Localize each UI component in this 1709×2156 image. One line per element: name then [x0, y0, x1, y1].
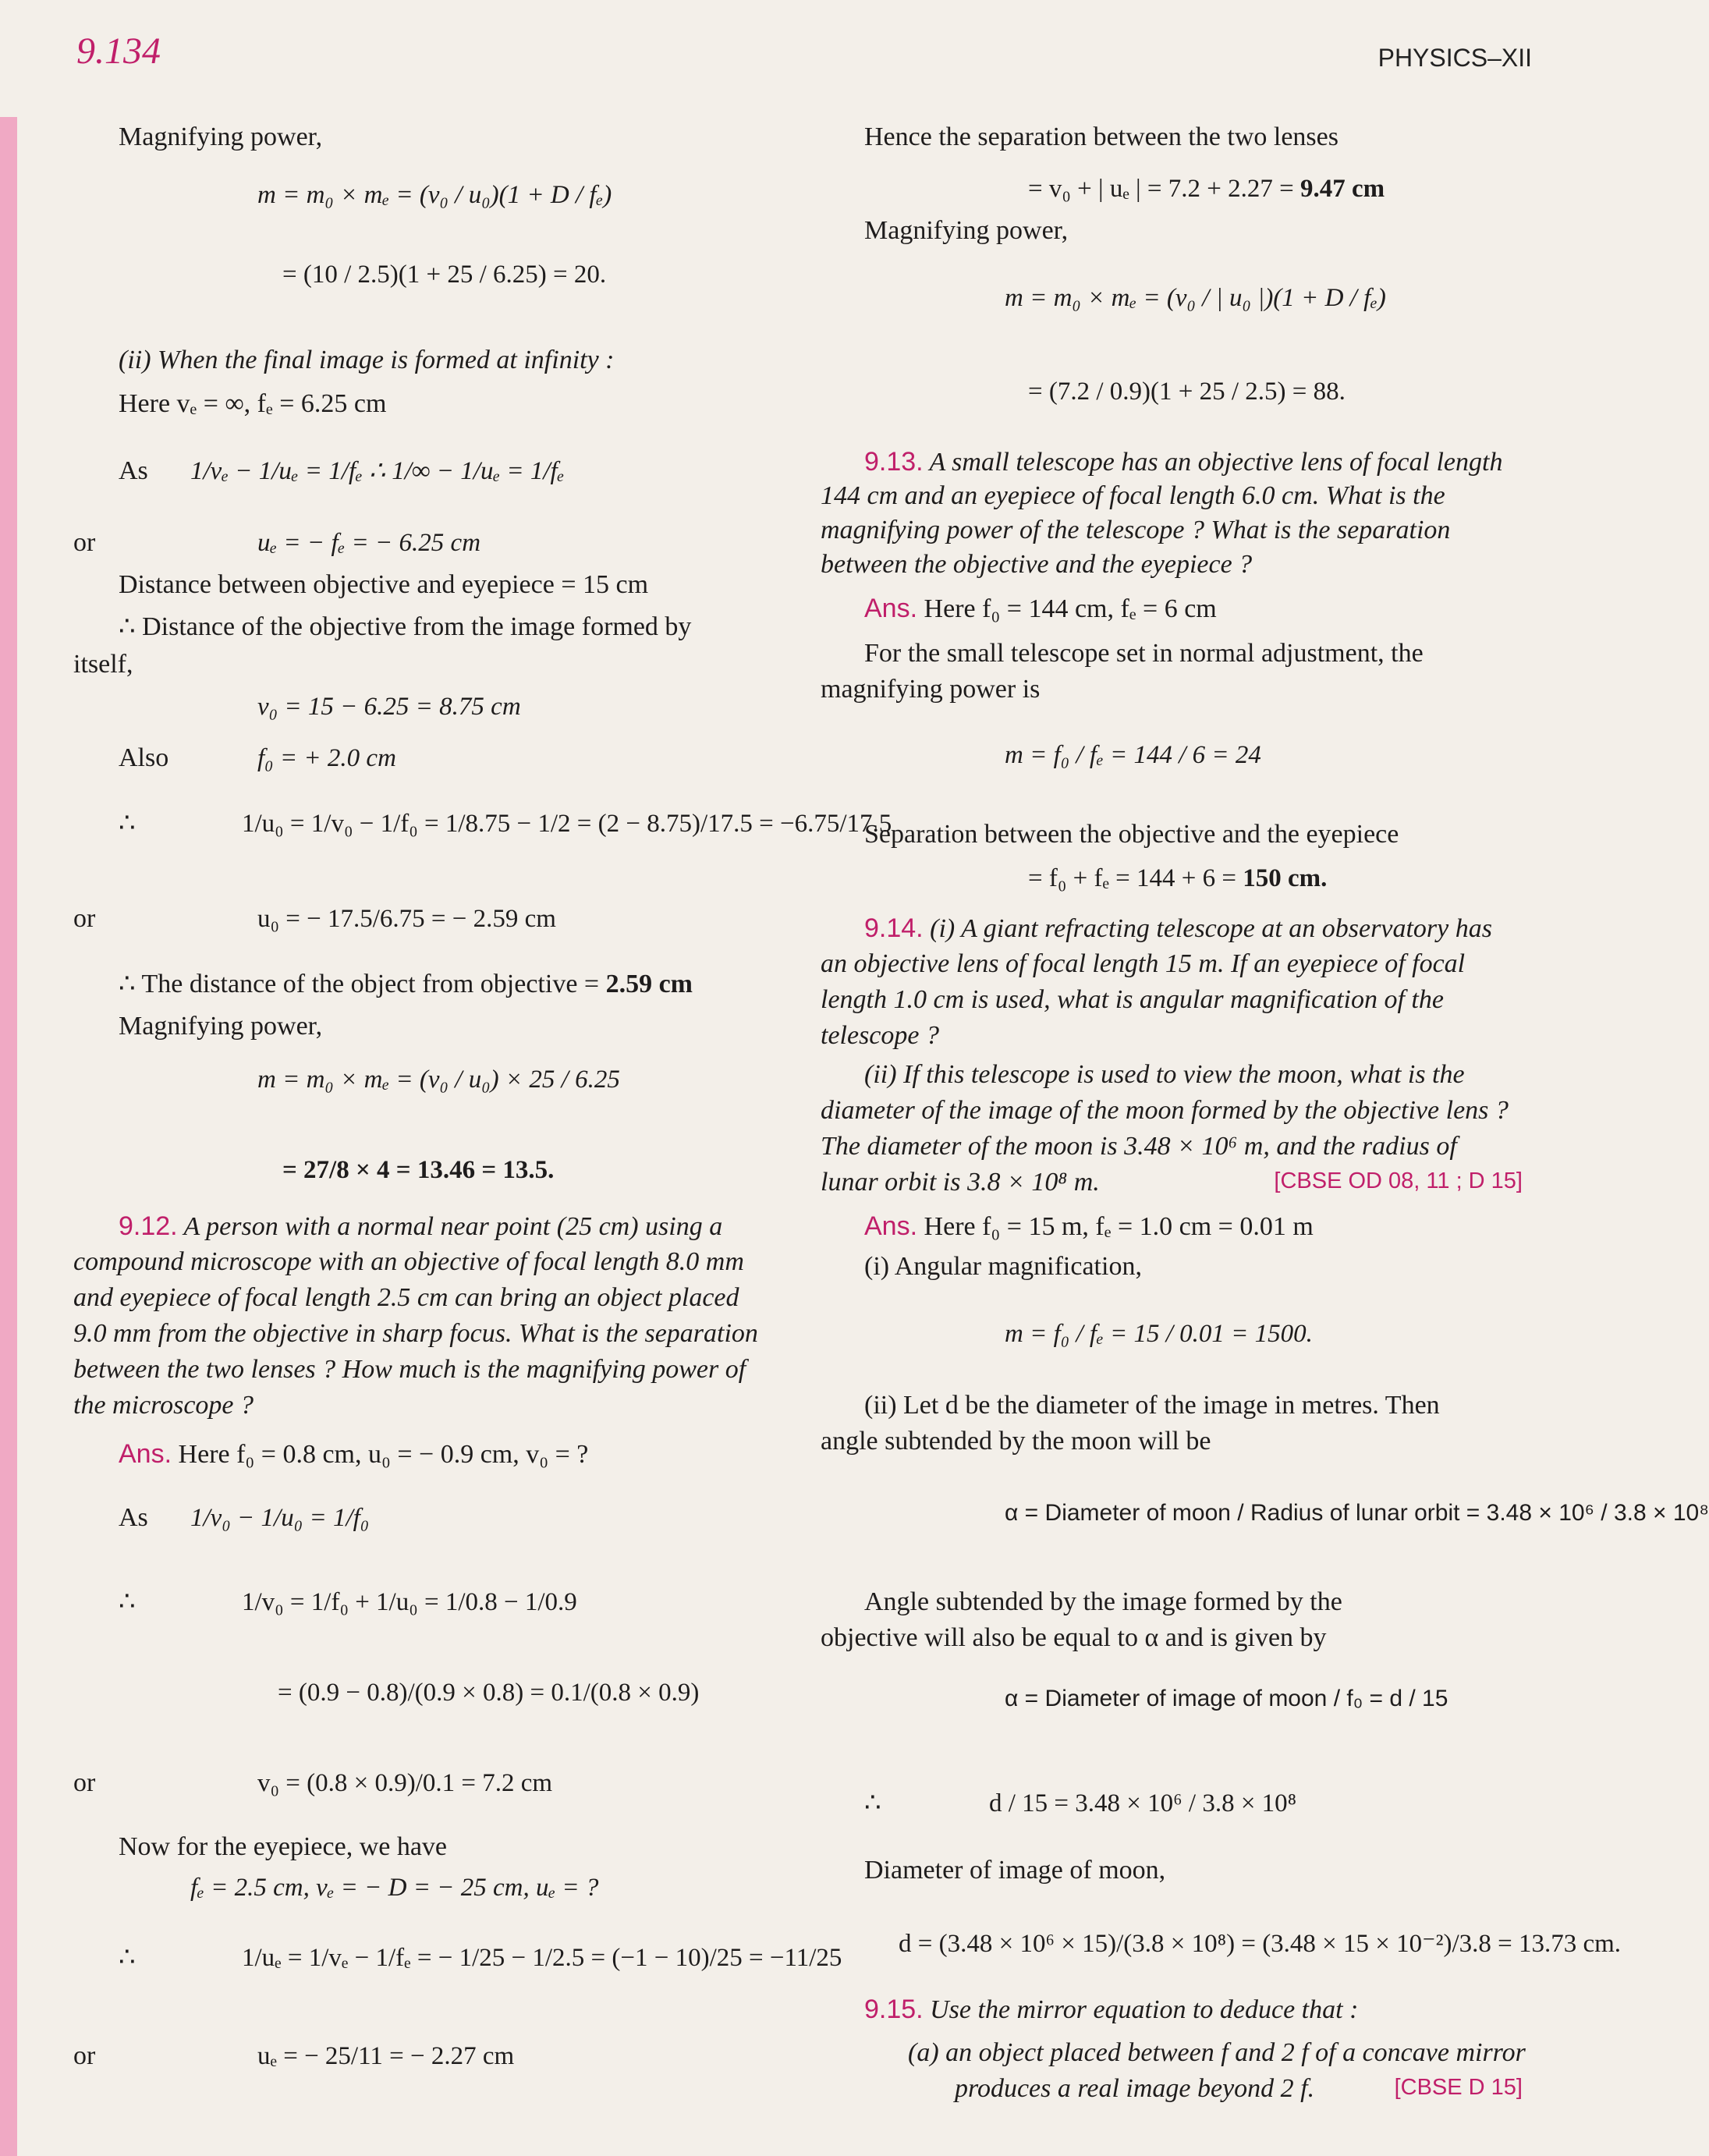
exam-reference: [CBSE OD 08, 11 ; D 15]	[1274, 1168, 1523, 1193]
question-line: produces a real image beyond 2 f.	[955, 2074, 1315, 2103]
equation-label: ∴	[864, 1789, 881, 1817]
equation: f₀ = + 2.0 cm	[257, 744, 396, 772]
question-line: telescope ?	[821, 1021, 939, 1050]
equation: m = m₀ × mₑ = (v₀ / | u₀ |)(1 + D / fₑ)	[1005, 284, 1386, 312]
text-span: = v₀ + | uₑ | = 7.2 + 2.27 =	[1028, 175, 1300, 203]
text-span: ∴ The distance of the object from objective =	[119, 970, 606, 998]
question-number: 9.13.	[864, 447, 924, 477]
question-line	[864, 1992, 1358, 2027]
text-line: angle subtended by the moon will be	[821, 1427, 1211, 1456]
question-text: A person with a normal near point (25 cm) using a	[183, 1212, 723, 1241]
text-line: Magnifying power,	[119, 1012, 323, 1041]
question-line: (ii) If this telescope is used to view the moon, what is the	[864, 1060, 1465, 1089]
answer-text: Here f₀ = 15 m, fₑ = 1.0 cm = 0.01 m	[924, 1212, 1314, 1241]
text-line	[119, 967, 693, 1002]
equation-label: or	[73, 2041, 96, 2070]
answer-text: Here f₀ = 144 cm, fₑ = 6 cm	[924, 594, 1217, 623]
text-line: itself,	[73, 650, 133, 679]
question-line: between the two lenses ? How much is the magnifying power of	[73, 1355, 746, 1384]
text-line: (ii) When the final image is formed at infinity :	[119, 346, 615, 374]
equation: = 27/8 × 4 = 13.46 = 13.5.	[282, 1156, 555, 1184]
equation-label: As	[119, 456, 148, 485]
answer-line	[864, 1209, 1314, 1244]
answer-label: Ans.	[119, 1439, 172, 1469]
question-number: 9.14.	[864, 913, 924, 943]
text-line: Hence the separation between the two lenses	[864, 122, 1338, 151]
text-line: (i) Angular magnification,	[864, 1252, 1142, 1281]
text-line: Here vₑ = ∞, fₑ = 6.25 cm	[119, 389, 387, 418]
equation	[1028, 172, 1385, 206]
answer-line	[864, 591, 1217, 626]
answer-value: 2.59 cm	[605, 970, 693, 998]
text-line: Angle subtended by the image formed by the	[864, 1587, 1342, 1616]
answer-label: Ans.	[864, 1211, 918, 1241]
question-number: 9.12.	[119, 1211, 178, 1241]
text-line: ∴ Distance of the objective from the image formed by	[119, 612, 692, 641]
equation-label: or	[73, 1768, 96, 1797]
equation: d = (3.48 × 10⁶ × 15)/(3.8 × 10⁸) = (3.48 × 15 × 10⁻²)/3.8 = 13.73 cm.	[899, 1930, 1622, 1958]
running-head: PHYSICS–XII	[1377, 44, 1532, 72]
equation: 1/u₀ = 1/v₀ − 1/f₀ = 1/8.75 − 1/2 = (2 − 8.75)/17.5 = −6.75/17.5	[242, 810, 892, 838]
equation: 1/v₀ = 1/f₀ + 1/u₀ = 1/0.8 − 1/0.9	[242, 1588, 577, 1616]
question-number: 9.15.	[864, 1995, 924, 2024]
equation-label: ∴	[119, 1943, 136, 1972]
text-line: Magnifying power,	[119, 122, 323, 151]
answer-text: Here f₀ = 0.8 cm, u₀ = − 0.9 cm, v₀ = ?	[178, 1440, 589, 1469]
answer-label: Ans.	[864, 594, 918, 623]
page-edge-strip	[0, 117, 17, 2156]
question-line	[119, 1209, 722, 1244]
equation: m = m₀ × mₑ = (v₀ / u₀) × 25 / 6.25	[257, 1066, 620, 1094]
equation: = (0.9 − 0.8)/(0.9 × 0.8) = 0.1/(0.8 × 0.9)	[278, 1679, 700, 1707]
question-line	[864, 911, 1492, 946]
page-number: 9.134	[76, 30, 161, 72]
equation: uₑ = − fₑ = − 6.25 cm	[257, 529, 481, 557]
equation: α = Diameter of moon / Radius of lunar orbit = 3.48 × 10⁶ / 3.8 × 10⁸	[1005, 1500, 1709, 1526]
equation-label: As	[119, 1503, 148, 1532]
equation: m = m₀ × mₑ = (v₀ / u₀)(1 + D / fₑ)	[257, 181, 612, 209]
question-line: an objective lens of focal length 15 m. If an eyepiece of focal	[821, 949, 1466, 978]
equation: 1/v₀ − 1/u₀ = 1/f₀	[190, 1504, 370, 1532]
equation: u₀ = − 17.5/6.75 = − 2.59 cm	[257, 905, 556, 933]
question-line: the microscope ?	[73, 1391, 254, 1420]
question-line: length 1.0 cm is used, what is angular magnification of the	[821, 985, 1444, 1014]
text-line: Diameter of image of moon,	[864, 1856, 1166, 1885]
equation-label: ∴	[119, 809, 136, 838]
question-line: The diameter of the moon is 3.48 × 10⁶ m, and the radius of	[821, 1132, 1457, 1161]
right-column	[821, 117, 1709, 2145]
text-line: Distance between objective and eyepiece = 15 cm	[119, 570, 649, 599]
question-line: diameter of the image of the moon formed by the objective lens ?	[821, 1096, 1509, 1125]
equation: α = Diameter of image of moon / f₀ = d / 15	[1005, 1686, 1448, 1711]
answer-value: 150 cm.	[1243, 864, 1328, 892]
question-line: 9.0 mm from the objective in sharp focus. What is the separation	[73, 1319, 758, 1348]
equation: v₀ = 15 − 6.25 = 8.75 cm	[257, 693, 521, 721]
equation: = (10 / 2.5)(1 + 25 / 6.25) = 20.	[282, 261, 607, 289]
equation-label: ∴	[119, 1587, 136, 1616]
equation: v₀ = (0.8 × 0.9)/0.1 = 7.2 cm	[257, 1769, 553, 1797]
equation: m = f₀ / fₑ = 15 / 0.01 = 1500.	[1005, 1320, 1313, 1348]
question-line: 144 cm and an eyepiece of focal length 6.0 cm. What is the	[821, 481, 1445, 510]
equation: 1/uₑ = 1/vₑ − 1/fₑ = − 1/25 − 1/2.5 = (−1 − 10)/25 = −11/25	[242, 1944, 842, 1972]
text-line: Magnifying power,	[864, 216, 1069, 245]
question-line: compound microscope with an objective of focal length 8.0 mm	[73, 1247, 744, 1276]
answer-value: 9.47 cm	[1299, 175, 1385, 203]
answer-line	[119, 1437, 588, 1472]
question-text: Use the mirror equation to deduce that :	[930, 1995, 1359, 2024]
question-line: magnifying power of the telescope ? What is the separation	[821, 516, 1451, 544]
text-line: Now for the eyepiece, we have	[119, 1832, 448, 1861]
text-line: Separation between the objective and the eyepiece	[864, 820, 1399, 849]
question-line: lunar orbit is 3.8 × 10⁸ m.	[821, 1168, 1100, 1197]
text-line: For the small telescope set in normal adjustment, the	[864, 639, 1424, 668]
equation: 1/vₑ − 1/uₑ = 1/fₑ ∴ 1/∞ − 1/uₑ = 1/fₑ	[190, 457, 565, 485]
question-line: and eyepiece of focal length 2.5 cm can bring an object placed	[73, 1283, 739, 1312]
question-text: A small telescope has an objective lens of focal length	[929, 448, 1503, 477]
text-line: magnifying power is	[821, 675, 1041, 704]
question-line: (a) an object placed between f and 2 f of a concave mirror	[908, 2038, 1526, 2067]
equation: = (7.2 / 0.9)(1 + 25 / 2.5) = 88.	[1028, 378, 1346, 406]
equation: d / 15 = 3.48 × 10⁶ / 3.8 × 10⁸	[989, 1789, 1297, 1817]
equation-label: Also	[119, 743, 169, 772]
equation-label: or	[73, 528, 96, 557]
text-line: objective will also be equal to α and is given by	[821, 1623, 1327, 1652]
equation: fₑ = 2.5 cm, vₑ = − D = − 25 cm, uₑ = ?	[190, 1874, 599, 1902]
text-span: = f₀ + fₑ = 144 + 6 =	[1028, 864, 1243, 892]
equation: m = f₀ / fₑ = 144 / 6 = 24	[1005, 741, 1261, 769]
question-line: between the objective and the eyepiece ?	[821, 550, 1253, 579]
equation: uₑ = − 25/11 = − 2.27 cm	[257, 2042, 515, 2070]
equation-label: or	[73, 904, 96, 933]
question-line	[864, 445, 1502, 480]
question-text: (i) A giant refracting telescope at an observatory has	[930, 914, 1492, 943]
equation	[1028, 861, 1327, 895]
exam-reference: [CBSE D 15]	[1394, 2075, 1523, 2100]
text-line: (ii) Let d be the diameter of the image in metres. Then	[864, 1391, 1440, 1420]
